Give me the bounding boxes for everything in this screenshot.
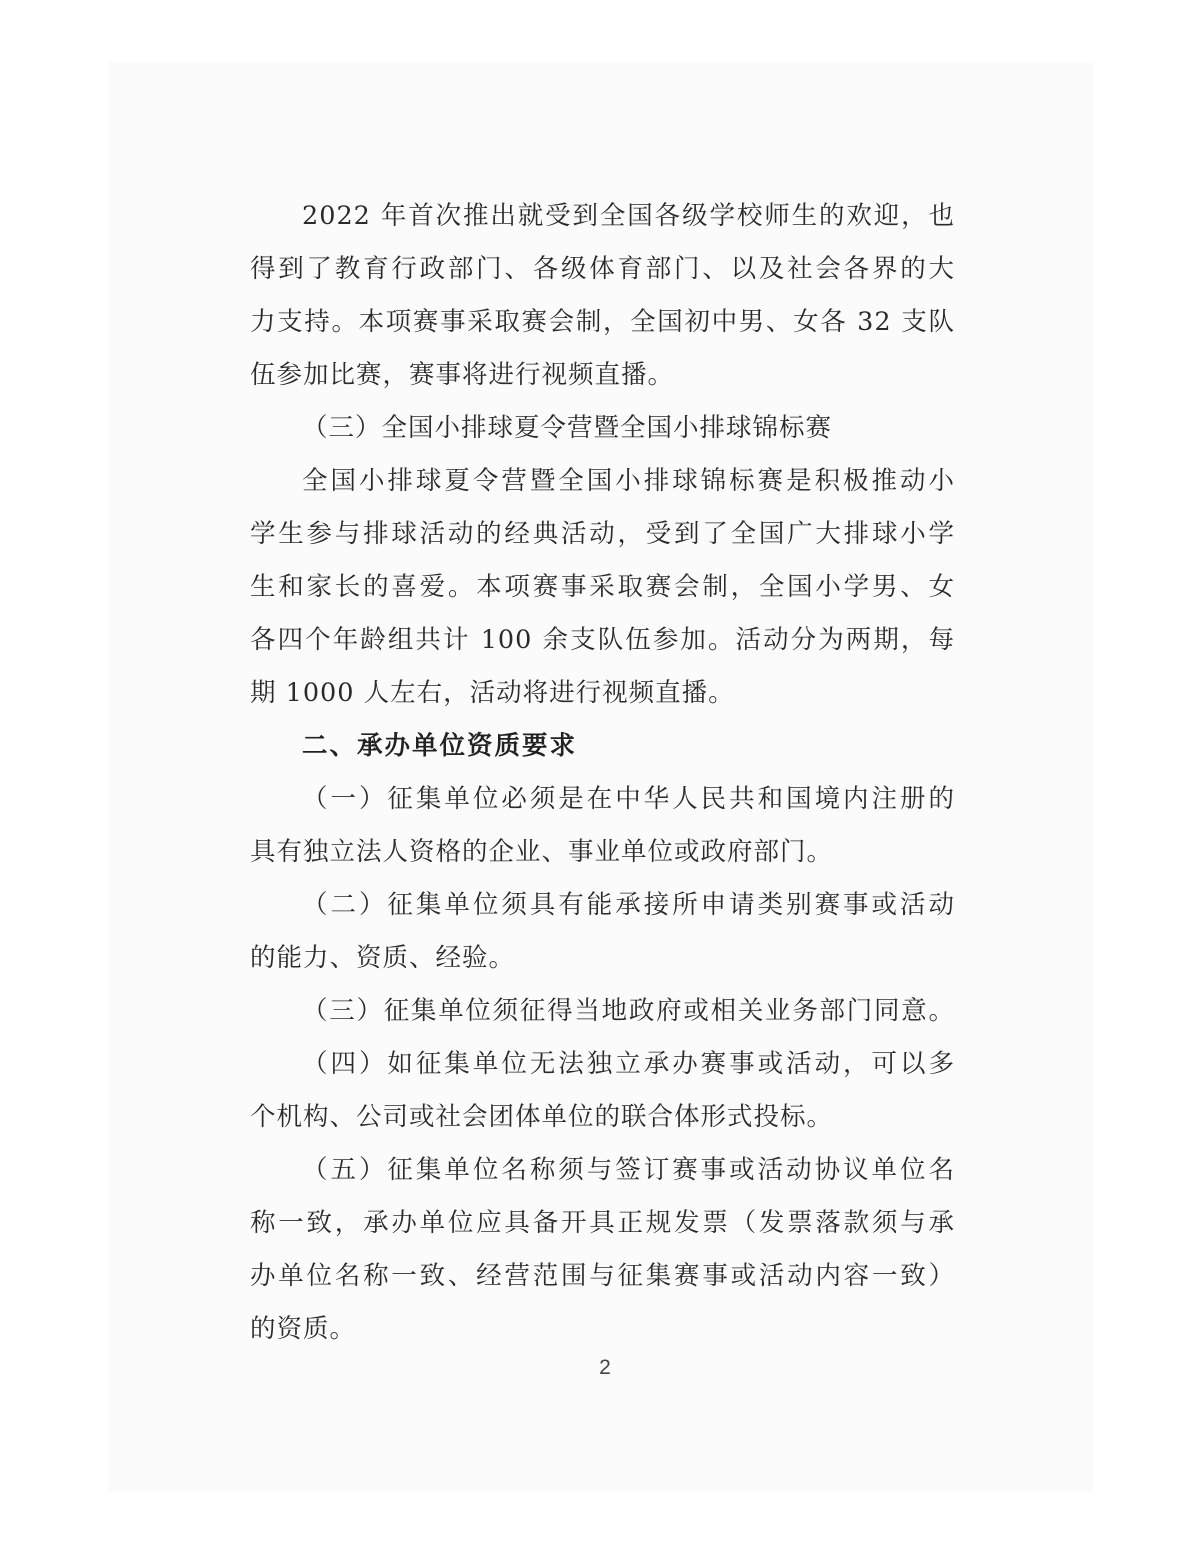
document-body (250, 190, 955, 1356)
body-line: 各四个年龄组共计 100 余支队伍参加。活动分为两期，每 (250, 625, 955, 655)
subsection-heading: （三）全国小排球夏令营暨全国小排球锦标赛 (302, 413, 833, 443)
body-line: 2022 年首次推出就受到全国各级学校师生的欢迎，也 (302, 201, 955, 231)
body-line: 个机构、公司或社会团体单位的联合体形式投标。 (250, 1102, 834, 1132)
body-line: （一）征集单位必须是在中华人民共和国境内注册的 (302, 784, 955, 814)
body-line: 办单位名称一致、经营范围与征集赛事或活动内容一致） (250, 1261, 955, 1291)
body-line: 得到了教育行政部门、各级体育部门、以及社会各界的大 (250, 254, 955, 284)
body-line: 的资质。 (250, 1314, 357, 1344)
page-number: 2 (599, 1356, 611, 1379)
body-line: 全国小排球夏令营暨全国小排球锦标赛是积极推动小 (302, 466, 955, 496)
body-line: （三）征集单位须征得当地政府或相关业务部门同意。 (302, 996, 955, 1026)
body-line: 伍参加比赛，赛事将进行视频直播。 (250, 360, 675, 390)
body-line: 力支持。本项赛事采取赛会制，全国初中男、女各 32 支队 (250, 307, 955, 337)
body-line: 具有独立法人资格的企业、事业单位或政府部门。 (250, 837, 834, 867)
body-line: 的能力、资质、经验。 (250, 943, 516, 973)
body-line: （二）征集单位须具有能承接所申请类别赛事或活动 (302, 890, 955, 920)
body-line: 称一致，承办单位应具备开具正规发票（发票落款须与承 (250, 1208, 955, 1238)
body-line: （四）如征集单位无法独立承办赛事或活动，可以多 (302, 1049, 955, 1079)
body-line: （五）征集单位名称须与签订赛事或活动协议单位名 (302, 1155, 955, 1185)
body-line: 生和家长的喜爱。本项赛事采取赛会制，全国小学男、女 (250, 572, 955, 602)
body-line: 期 1000 人左右，活动将进行视频直播。 (250, 678, 735, 708)
section-heading: 二、承办单位资质要求 (302, 731, 578, 761)
body-line: 学生参与排球活动的经典活动，受到了全国广大排球小学 (250, 519, 955, 549)
